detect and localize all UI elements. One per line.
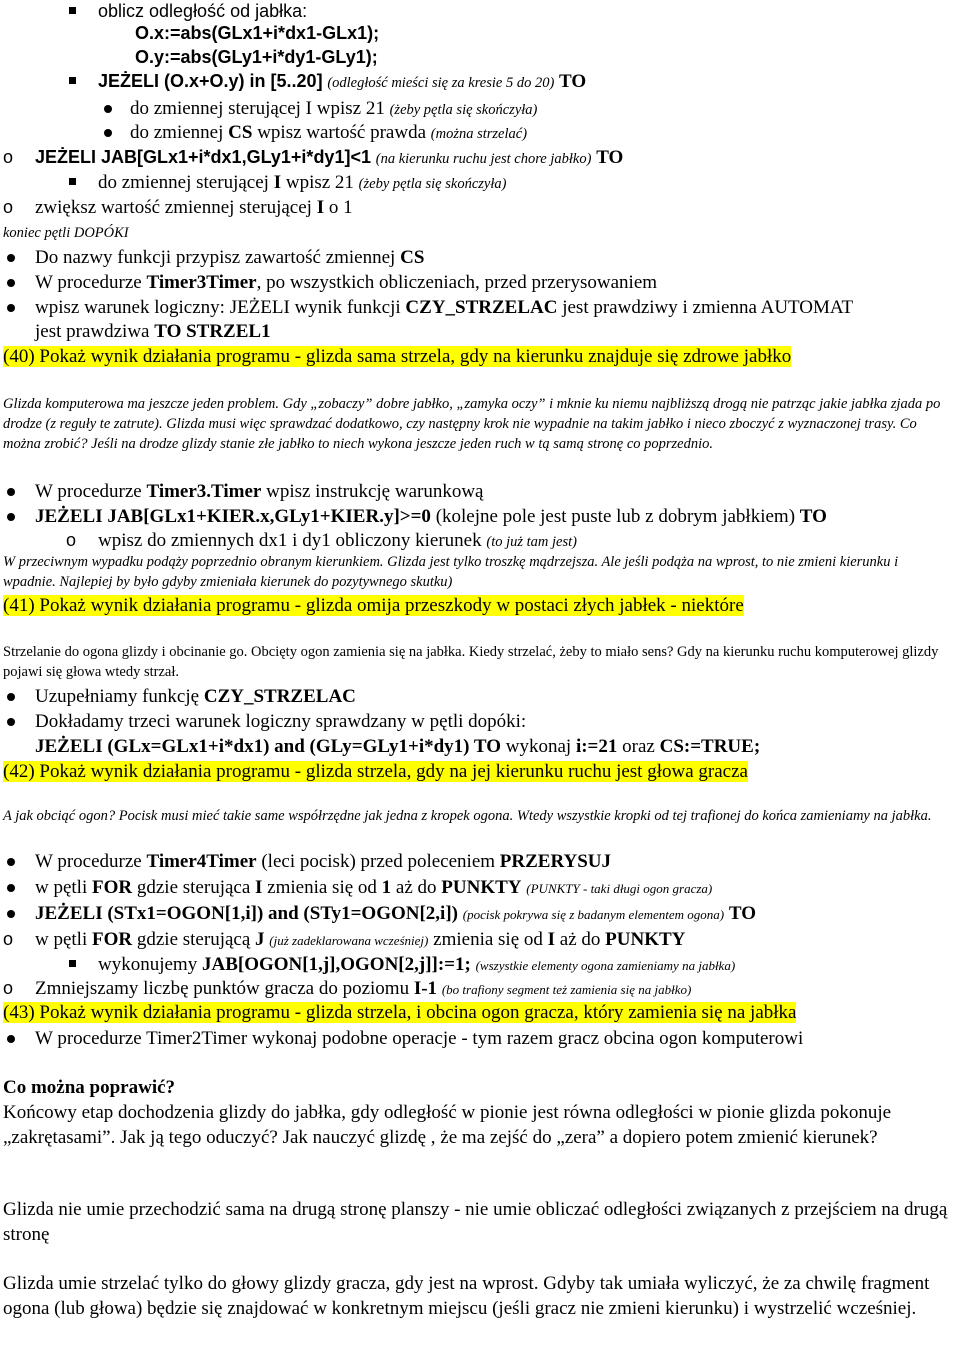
function-name: CZY_STRZELAC bbox=[203, 686, 356, 707]
variable: J bbox=[255, 929, 265, 950]
square-bullet-icon bbox=[69, 178, 76, 185]
text: oraz bbox=[622, 736, 655, 757]
round-bullet-icon bbox=[104, 105, 112, 113]
hollow-circle-bullet-icon: o bbox=[66, 530, 77, 550]
text: wpisz instrukcję warunkową bbox=[266, 481, 484, 502]
highlighted-task: (40) Pokaż wynik działania programu - glizda sama strzela, gdy na kierunku znajduje się zdrowe jabłko bbox=[3, 346, 792, 367]
comment: (żeby pętla się skończyła) bbox=[389, 102, 538, 118]
text: w pętli bbox=[35, 877, 88, 898]
round-bullet-icon bbox=[7, 858, 15, 866]
paragraph-4: A jak obciąć ogon? Pocisk musi mieć takie same współrzędne jak jedna z kropek ogona. Wtedy wszystkie kropki od tej trafionej do końca zamieniamy na jabłka. bbox=[3, 808, 932, 824]
keyword: FOR bbox=[92, 929, 133, 950]
keyword: TO bbox=[596, 147, 624, 168]
comment: (wszystkie elementy ogona zamieniamy na jabłka) bbox=[475, 958, 736, 973]
text: Do nazwy funkcji przypisz zawartość zmiennej bbox=[35, 247, 396, 268]
procedure: Timer4Timer bbox=[146, 851, 257, 872]
code-line: O.x:=abs(GLx1+i*dx1-GLx1); bbox=[135, 23, 380, 43]
code: JAB[OGON[1,j],OGON[2,j]]:=1; bbox=[201, 954, 471, 975]
text: gdzie sterująca bbox=[136, 877, 251, 898]
text: wpisz wartość prawda bbox=[257, 122, 427, 143]
round-bullet-icon bbox=[7, 304, 15, 312]
code: CS:=TRUE; bbox=[659, 736, 761, 757]
comment: (żeby pętla się skończyła) bbox=[358, 176, 507, 192]
variable: I bbox=[547, 929, 556, 950]
comment: (bo trafiony segment też zamienia się na jabłko) bbox=[441, 982, 692, 997]
code: JEŻELI (GLx=GLx1+i*dx1) and (GLy=GLy1+i*dy1) TO bbox=[35, 736, 502, 757]
round-bullet-icon bbox=[7, 693, 15, 701]
text: W procedurze bbox=[35, 481, 142, 502]
text: W procedurze bbox=[35, 272, 142, 293]
round-bullet-icon bbox=[7, 910, 15, 918]
round-bullet-icon bbox=[7, 1035, 15, 1043]
text: zmienia się od bbox=[267, 877, 377, 898]
text: Zmniejszamy liczbę punktów gracza do poziomu bbox=[35, 978, 410, 999]
code: JEŻELI (O.x+O.y) in [5..20] bbox=[98, 71, 323, 91]
paragraph-1: Glizda komputerowa ma jeszcze jeden problem. Gdy „zobaczy” dobre jabłko, „zamyka oczy” i mknie ku niemu najbliższą drogą nie patrząc jakie jabłka zjada po drodze (z reguły te zatrute). Glizda musi więc sprawdzać dodatkowo, czy następny krok nie wypadnie na takim jabłko i nieco zboczyć z wyznaczonej trasy. Co można zrobić? Jeśli na drodze glizdy stanie złe jabłko to niech wykona jeszcze jeden ruch w tą samą stronę co poprzednio. bbox=[3, 396, 941, 452]
text: gdzie sterującą bbox=[136, 929, 251, 950]
text: wykonaj bbox=[505, 736, 572, 757]
hollow-circle-bullet-icon: o bbox=[3, 147, 14, 167]
text: W procedurze Timer2Timer wykonaj podobne operacje - tym razem gracz obcina ogon komputerowi bbox=[35, 1028, 804, 1049]
comment: (pocisk pokrywa się z badanym elementem ogona) bbox=[462, 907, 725, 922]
text: (kolejne pole jest puste lub z dobrym jabłkiem) bbox=[435, 506, 796, 527]
comment: (odległość mieści się za kresie 5 do 20) bbox=[327, 75, 555, 91]
code: I-1 bbox=[413, 978, 438, 999]
round-bullet-icon bbox=[7, 488, 15, 496]
keyword: FOR bbox=[92, 877, 133, 898]
comment: (na kierunku ruchu jest chore jabłko) bbox=[375, 151, 592, 167]
code-line: O.y:=abs(GLy1+i*dy1-GLy1); bbox=[135, 47, 378, 67]
paragraph-2: W przeciwnym wypadku podąży poprzednio obranym kierunkiem. Glizda jest tylko troszkę mądrzejsza. Ale jeśli podąża na wprost, to nie zmieni kierunku i wpadnie. Najlepiej by było gdyby zmieniała kierunek do pozytywnego skutku) bbox=[3, 554, 899, 590]
value: 1 bbox=[381, 877, 392, 898]
text: jest prawdziwa bbox=[35, 321, 150, 342]
procedure: Timer3Timer bbox=[146, 272, 257, 293]
procedure: Timer3.Timer bbox=[146, 481, 262, 502]
text: wykonujemy bbox=[98, 954, 198, 975]
highlighted-task: (42) Pokaż wynik działania programu - glizda strzela, gdy na jej kierunku ruchu jest głowa gracza bbox=[3, 761, 748, 782]
comment: (już zadeklarowana wcześniej) bbox=[269, 933, 429, 948]
line-31 bbox=[35, 735, 960, 758]
text: aż do bbox=[395, 877, 437, 898]
code: JEŻELI (STx1=OGON[1,i]) and (STy1=OGON[2,i]) bbox=[35, 903, 458, 924]
text: zwiększ wartość zmiennej sterującej bbox=[35, 197, 312, 218]
text: aż do bbox=[559, 929, 601, 950]
text: Uzupełniamy funkcję bbox=[35, 686, 200, 707]
text: do zmiennej sterującej bbox=[98, 172, 269, 193]
function-name: CZY_STRZELAC bbox=[405, 297, 558, 318]
highlighted-task: (43) Pokaż wynik działania programu - glizda strzela, i obcina ogon gracza, który zamienia się na jabłka bbox=[3, 1002, 797, 1023]
line-14 bbox=[35, 320, 960, 343]
code: i:=21 bbox=[575, 736, 618, 757]
variable: CS bbox=[228, 122, 253, 143]
round-bullet-icon bbox=[7, 884, 15, 892]
text: (leci pocisk) przed poleceniem bbox=[261, 851, 496, 872]
text: W procedurze bbox=[35, 851, 142, 872]
round-bullet-icon bbox=[104, 129, 112, 137]
paragraph-5: Końcowy etap dochodzenia glizdy do jabłka, gdy odległość w pionie jest równa odległości w pionie glizda pokonuje „zakrętasami”. Jak ją tego oduczyć? Jak nauczyć glizdę , że ma zejść do „zera” a dopiero potem zmienić kierunek? bbox=[3, 1102, 892, 1148]
section-heading: Co można poprawić? bbox=[3, 1077, 176, 1098]
text: jest prawdziwy i zmienna AUTOMAT bbox=[562, 297, 854, 318]
text: wpisz do zmiennych dx1 i dy1 obliczony kierunek bbox=[98, 530, 482, 551]
paragraph-6: Glizda nie umie przechodzić sama na drugą stronę planszy - nie umie obliczać odległości związanych z przejściem na drugą stronę bbox=[3, 1199, 948, 1245]
square-bullet-icon bbox=[69, 7, 76, 14]
round-bullet-icon bbox=[7, 718, 15, 726]
variable: I bbox=[273, 172, 282, 193]
code: TO STRZEL1 bbox=[154, 321, 271, 342]
text: do zmiennej bbox=[130, 122, 224, 143]
text: oblicz odległość od jabłka: bbox=[98, 1, 308, 21]
variable: PUNKTY bbox=[605, 929, 686, 950]
round-bullet-icon bbox=[7, 254, 15, 262]
round-bullet-icon bbox=[7, 513, 15, 521]
task-41 bbox=[3, 594, 960, 617]
code: JEŻELI JAB[GLx1+KIER.x,GLy1+KIER.y]>=0 bbox=[35, 506, 431, 527]
paragraph-3: Strzelanie do ogona glizdy i obcinanie go. Obcięty ogon zamienia się na jabłka. Kiedy strzelać, żeby to miało sens? Gdy na kierunku ruchu komputerowej glizdy pojawi się głowa wtedy strzał. bbox=[3, 644, 939, 680]
square-bullet-icon bbox=[69, 960, 76, 967]
comment: (PUNKTY - taki długi ogon gracza) bbox=[526, 881, 713, 896]
variable: CS bbox=[400, 247, 425, 268]
text: wpisz 21 bbox=[285, 172, 354, 193]
text: do zmiennej sterującej I wpisz 21 bbox=[130, 98, 385, 119]
code: JEŻELI JAB[GLx1+i*dx1,GLy1+i*dy1]<1 bbox=[35, 147, 371, 167]
square-bullet-icon bbox=[69, 77, 76, 84]
comment: (można strzelać) bbox=[430, 126, 528, 142]
keyword: TO bbox=[559, 71, 587, 92]
code: PRZERYSUJ bbox=[499, 851, 612, 872]
task-43 bbox=[3, 1001, 960, 1024]
variable: PUNKTY bbox=[441, 877, 522, 898]
text: o 1 bbox=[328, 197, 353, 218]
keyword: TO bbox=[799, 506, 827, 527]
paragraph-7: Glizda umie strzelać tylko do głowy glizdy gracza, gdy jest na wprost. Gdyby tak umiała wyliczyć, że za chwilę fragment ogona (lub głowa) będzie się znajdować w konkretnym miejscu (jeśli gracz nie zmieni kierunku) i wystrzelić wcześniej. bbox=[3, 1273, 930, 1319]
text: zmienia się od bbox=[433, 929, 543, 950]
text: , po wszystkich obliczeniach, przed przerysowaniem bbox=[256, 272, 658, 293]
keyword: TO bbox=[728, 903, 756, 924]
hollow-circle-bullet-icon: o bbox=[3, 978, 14, 998]
hollow-circle-bullet-icon: o bbox=[3, 197, 14, 217]
variable: I bbox=[316, 197, 325, 218]
highlighted-task: (41) Pokaż wynik działania programu - glizda omija przeszkody w postaci złych jabłek - niektóre bbox=[3, 595, 744, 616]
text: Dokładamy trzeci warunek logiczny sprawdzany w pętli dopóki: bbox=[35, 711, 527, 732]
variable: I bbox=[255, 877, 263, 898]
text: w pętli bbox=[35, 929, 88, 950]
task-40 bbox=[3, 345, 960, 368]
round-bullet-icon bbox=[7, 279, 15, 287]
task-42 bbox=[3, 760, 960, 783]
loop-end: koniec pętli DOPÓKI bbox=[3, 225, 129, 241]
text: wpisz warunek logiczny: JEŻELI wynik funkcji bbox=[35, 297, 401, 318]
hollow-circle-bullet-icon: o bbox=[3, 929, 14, 949]
comment: (to już tam jest) bbox=[486, 534, 577, 550]
